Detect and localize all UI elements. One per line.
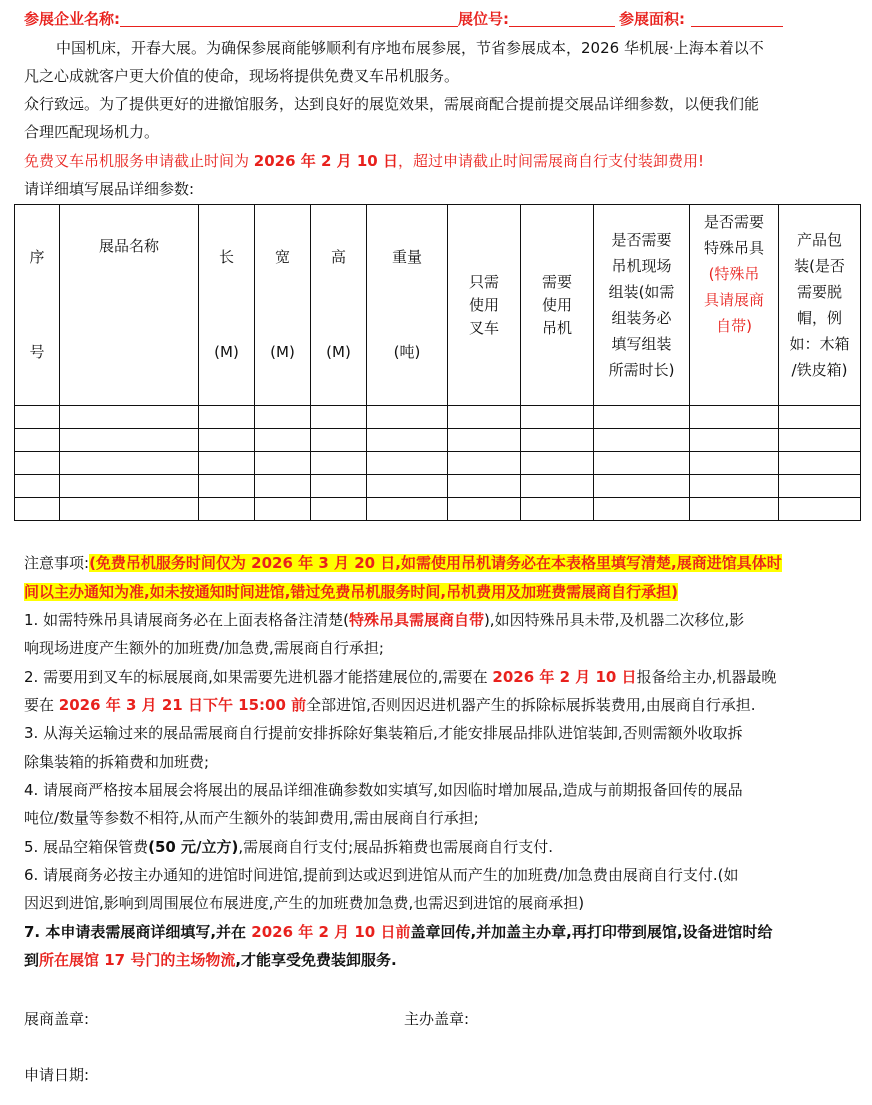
- col-special-rigging: 是否需要 特殊吊具 (特殊吊 具请展商 自带): [690, 205, 779, 406]
- notes-highlight-2: 间以主办通知为准,如未按通知时间进馆,错过免费吊机服务时间,吊机费用及加班费需展商自行承担): [24, 583, 678, 601]
- note-2-line-2: 要在 2026 年 3 月 21 日下午 15:00 前全部进馆,否则因迟进机器产生的拆除标展拆装费用,由展商自行承担.: [24, 696, 756, 714]
- exhibitor-seal-label: 展商盖章:: [24, 1010, 90, 1028]
- exhibit-parameters-table: [14, 204, 861, 521]
- table-header-row: [15, 205, 861, 406]
- table-row[interactable]: [15, 475, 861, 498]
- col-packaging: 产品包 装(是否 需要脱 帽，例 如：木箱 /铁皮箱): [779, 205, 861, 406]
- col-weight: 重量 (吨): [367, 205, 448, 406]
- col-crane-required: 需要 使用 吊机: [521, 205, 594, 406]
- notes-highlight-1: (免费吊机服务时间仅为 2026 年 3 月 20 日,如需使用吊机请务必在本表格里填写清楚,展商进馆具体时: [89, 554, 782, 572]
- intro-paragraph-2-line-1: 众行致远。为了提供更好的进撤馆服务，达到良好的展览效果，需展商配合提前提交展品详细参数，以便我们能: [24, 95, 760, 113]
- col-exhibit-name: 展品名称: [60, 205, 199, 406]
- col-forklift-only: 只需 使用 叉车: [448, 205, 521, 406]
- col-length: 长 (M): [199, 205, 255, 406]
- note-3-line-1: 3. 从海关运输过来的展品需展商自行提前安排拆除好集装箱后,才能安排展品排队进馆装卸,否则需额外收取拆: [24, 724, 743, 742]
- notes-label: 注意事项:: [24, 554, 90, 572]
- table-row[interactable]: [15, 452, 861, 475]
- organizer-seal-label: 主办盖章:: [404, 1010, 470, 1028]
- note-7-line-1: 7. 本申请表需展商详细填写,并在 2026 年 2 月 10 日前盖章回传,并加盖主办章,再打印带到展馆,设备进馆时给: [24, 923, 773, 941]
- note-1-line-2: 响现场进度产生额外的加班费/加急费,需展商自行承担;: [24, 639, 384, 657]
- area-field[interactable]: [691, 10, 783, 27]
- area-label: 参展面积:: [619, 10, 685, 28]
- booth-number-label: 展位号:: [458, 10, 509, 28]
- note-3-line-2: 除集装箱的拆箱费和加班费;: [24, 753, 210, 771]
- deadline-text: 免费叉车吊机服务申请截止时间为: [24, 152, 254, 170]
- deadline-date: 2026 年 2 月 10 日: [253, 152, 398, 170]
- intro-paragraph-1-line-2: 凡之心成就客户更大价值的使命，现场将提供免费叉车吊机服务。: [24, 67, 460, 85]
- note-7-line-2: 到所在展馆 17 号门的主场物流,才能享受免费装卸服务.: [24, 951, 397, 969]
- col-width: 宽 (M): [255, 205, 311, 406]
- booth-number-field[interactable]: [509, 10, 615, 27]
- notes-line-1: [24, 552, 782, 574]
- col-height: 高 (M): [311, 205, 367, 406]
- intro-paragraph-2-line-2: 合理匹配现场机力。: [24, 123, 160, 141]
- col-sequence: 序 号: [15, 205, 60, 406]
- note-1-line-1: 1. 如需特殊吊具请展商务必在上面表格备注清楚(特殊吊具需展商自带),如因特殊吊具未带,及机器二次移位,影: [24, 611, 745, 629]
- deadline-warning: ，超过申请截止时间需展商自行支付装卸费用!: [397, 152, 704, 170]
- note-2-line-1: 2. 需要用到叉车的标展展商,如果需要先进机器才能搭建展位的,需要在 2026 年 2 月 10 日报备给主办,机器最晚: [24, 668, 777, 686]
- company-name-label: 参展企业名称:: [24, 10, 120, 28]
- note-6-line-2: 因迟到进馆,影响到周围展位布展进度,产生的加班费加急费,也需迟到进馆的展商承担): [24, 894, 585, 912]
- notes-line-2: [24, 581, 678, 603]
- note-4-line-2: 吨位/数量等参数不相符,从而产生额外的装卸费用,需由展商自行承担;: [24, 809, 479, 827]
- table-row[interactable]: [15, 406, 861, 429]
- form-header: [24, 8, 783, 30]
- table-row[interactable]: [15, 498, 861, 521]
- note-6-line-1: 6. 请展商务必按主办通知的进馆时间进馆,提前到达或迟到进馆从而产生的加班费/加急费由展商自行支付.(如: [24, 866, 739, 884]
- note-5: 5. 展品空箱保管费(50 元/立方),需展商自行支付;展品拆箱费也需展商自行支付.: [24, 838, 553, 856]
- note-4-line-1: 4. 请展商严格按本届展会将展出的展品详细准确参数如实填写,如因临时增加展品,造成与前期报备回传的展品: [24, 781, 743, 799]
- apply-date-label: 申请日期:: [24, 1066, 90, 1084]
- deadline-notice: [24, 150, 704, 172]
- intro-paragraph-1-line-1: 中国机床，开春大展。为确保参展商能够顺利有序地布展参展，节省参展成本，2026 华机展·上海本着以不: [56, 39, 764, 57]
- col-onsite-assembly: 是否需要 吊机现场 组装(如需 组装务必 填写组装 所需时长): [594, 205, 690, 406]
- company-name-field[interactable]: [120, 10, 458, 27]
- fill-prompt: 请详细填写展品详细参数:: [24, 180, 195, 198]
- table-row[interactable]: [15, 429, 861, 452]
